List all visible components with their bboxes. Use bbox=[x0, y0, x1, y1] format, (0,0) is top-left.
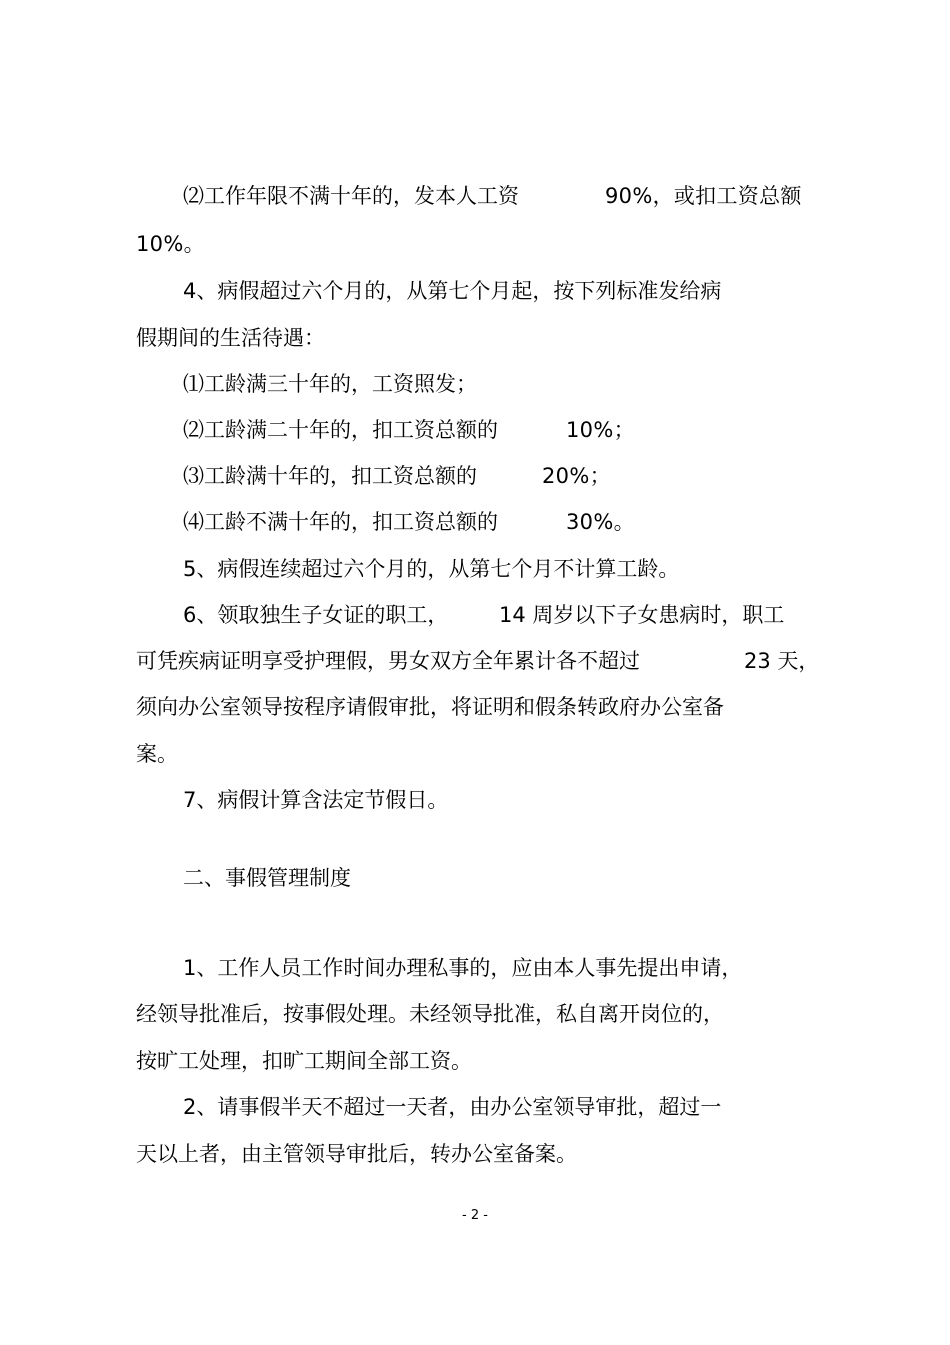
text-line: 2、请事假半天不超过一天者，由办公室领导审批，超过一 bbox=[183, 1095, 722, 1119]
text-line: ⑴工龄满三十年的，工资照发； bbox=[183, 372, 477, 396]
section-heading: 二、事假管理制度 bbox=[183, 866, 351, 890]
text-line: 5、病假连续超过六个月的，从第七个月不计算工龄。 bbox=[183, 557, 680, 581]
text-line: 7、病假计算含法定节假日。 bbox=[183, 788, 449, 812]
text-line: ⑶工龄满十年的，扣工资总额的 bbox=[183, 464, 477, 488]
text-line: 23 天， bbox=[744, 649, 820, 673]
text-line: ⑷工龄不满十年的，扣工资总额的 bbox=[183, 510, 498, 534]
text-line: 1、工作人员工作时间办理私事的，应由本人事先提出申请， bbox=[183, 956, 743, 980]
page-number: - 2 - bbox=[462, 1208, 488, 1223]
text-line: ⑵工作年限不满十年的，发本人工资 bbox=[183, 184, 519, 208]
text-line: 6、领取独生子女证的职工， bbox=[183, 603, 449, 627]
text-line: 经领导批准后，按事假处理。未经领导批准，私自离开岗位的， bbox=[136, 1002, 724, 1026]
text-line: 可凭疾病证明享受护理假，男女双方全年累计各不超过 bbox=[136, 649, 640, 673]
text-line: 10%； bbox=[566, 418, 635, 442]
text-line: 案。 bbox=[136, 742, 178, 766]
text-line: 天以上者，由主管领导审批后，转办公室备案。 bbox=[136, 1142, 577, 1166]
text-line: 须向办公室领导按程序请假审批，将证明和假条转政府办公室备 bbox=[136, 695, 724, 719]
text-line: 30%。 bbox=[566, 510, 635, 534]
text-line: 假期间的生活待遇： bbox=[136, 326, 325, 350]
text-line: ⑵工龄满二十年的，扣工资总额的 bbox=[183, 418, 498, 442]
text-line: 10%。 bbox=[136, 232, 205, 256]
text-line: 4、病假超过六个月的，从第七个月起，按下列标准发给病 bbox=[183, 279, 722, 303]
text-line: 90%，或扣工资总额 bbox=[605, 184, 802, 208]
text-line: 按旷工处理，扣旷工期间全部工资。 bbox=[136, 1049, 472, 1073]
text-line: 14 周岁以下子女患病时，职工 bbox=[499, 603, 785, 627]
text-line: 20%； bbox=[542, 464, 611, 488]
